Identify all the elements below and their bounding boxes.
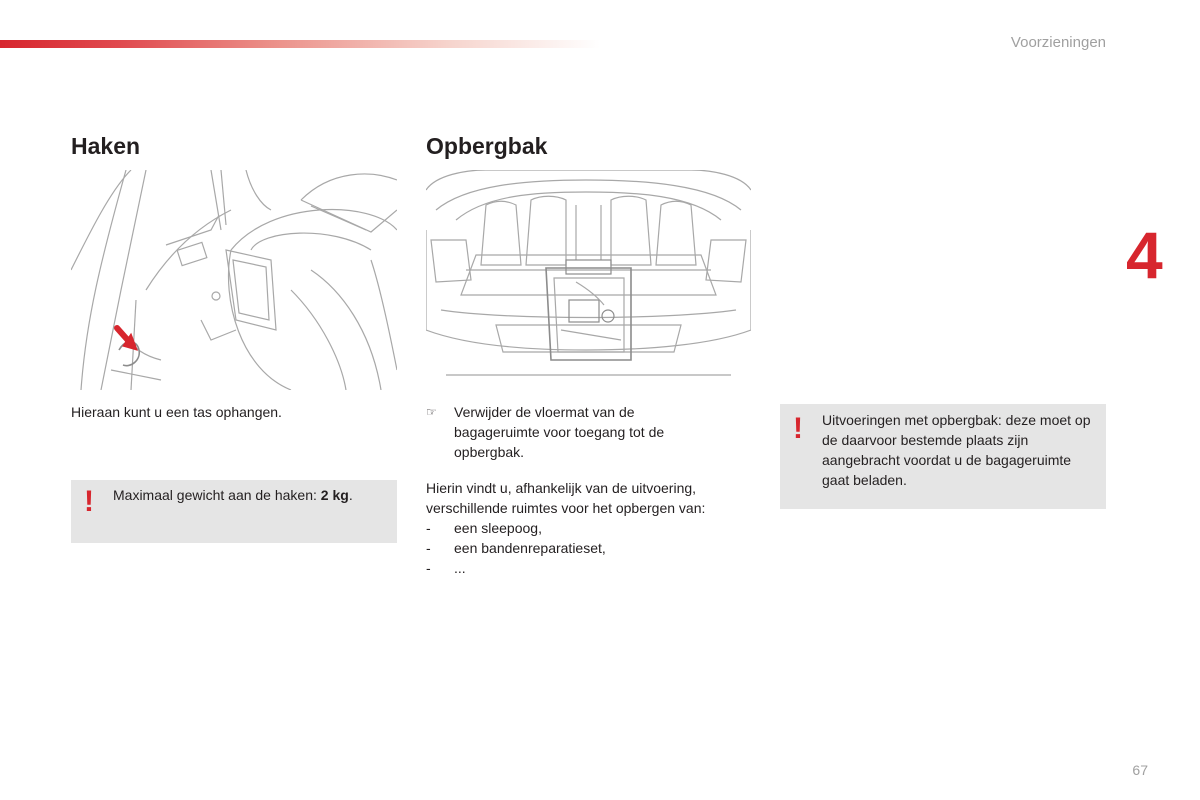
- storage-heading: Opbergbak: [426, 133, 548, 159]
- storage-items-list: [426, 518, 726, 578]
- warning-icon: !: [793, 412, 803, 445]
- page-number: 67: [1132, 762, 1148, 778]
- storage-warning-text: Uitvoeringen met opbergbak: deze moet op de daarvoor bestemde plaats zijn aangebracht voordat u de bagageruimte gaat beladen.: [822, 412, 1091, 488]
- list-item: - ...: [426, 560, 466, 576]
- storage-illustration: [426, 170, 751, 388]
- chapter-number: 4: [1126, 218, 1163, 292]
- storage-step-text: Verwijder de vloermat van de bagageruimte voor toegang tot de opbergbak.: [454, 404, 665, 460]
- hooks-max-weight: 2 kg: [320, 487, 349, 503]
- hooks-heading: Haken: [71, 133, 141, 159]
- storage-intro: Hierin vindt u, afhankelijk van de uitvoering, verschillende ruimtes voor het opbergen van:: [426, 480, 706, 516]
- warning-icon: !: [84, 485, 94, 518]
- list-item: - een bandenreparatieset,: [426, 540, 606, 556]
- section-title: Voorzieningen: [1010, 34, 1106, 51]
- header-accent-bar: [0, 40, 600, 48]
- storage-warning-box: [780, 404, 1106, 509]
- hooks-warning-box: [71, 480, 397, 543]
- hooks-warning-text: Maximaal gewicht aan de haken: 2 kg.: [113, 487, 353, 503]
- step-pointer-icon: ☞: [426, 405, 437, 419]
- hooks-illustration: [71, 170, 397, 390]
- list-item: - een sleepoog,: [426, 520, 542, 536]
- hooks-description: Hieraan kunt u een tas ophangen.: [71, 404, 282, 420]
- storage-step: [426, 402, 726, 462]
